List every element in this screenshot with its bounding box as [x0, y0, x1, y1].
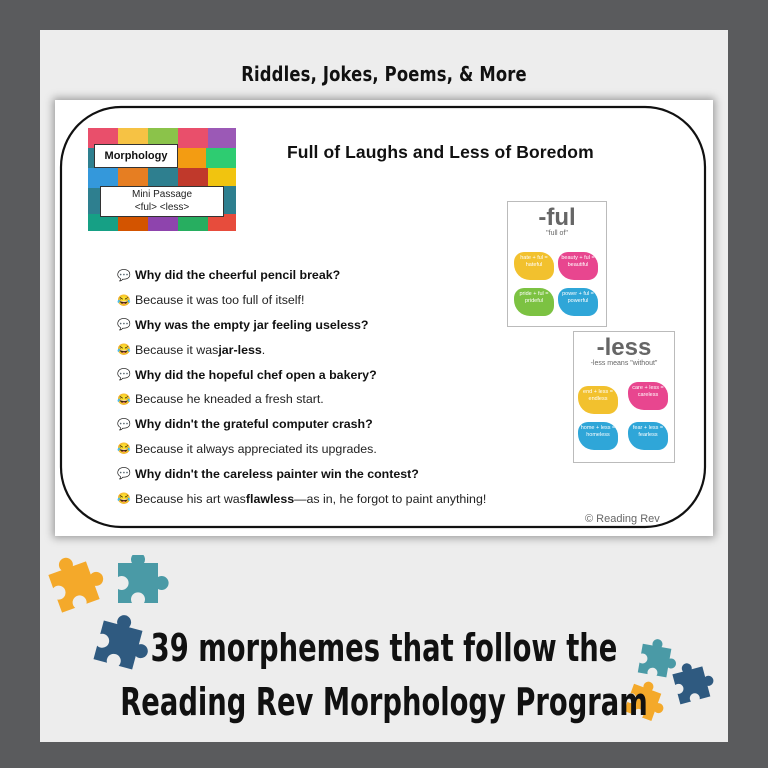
less-poster-subheading: -less means "without": [590, 360, 658, 367]
suffix-example-blob: end + less = endless: [578, 386, 618, 414]
suffix-example-blob: care + less = careless: [628, 382, 668, 410]
ful-poster-subheading: "full of": [546, 230, 568, 237]
thumbnail-caption-line2: <ful> <less>: [134, 202, 190, 213]
suffix-example-blob: pride + ful = prideful: [514, 288, 554, 316]
ful-poster: [507, 201, 607, 327]
joke-emphasis: flawless: [245, 491, 295, 506]
joke-emphasis: jar-less: [218, 342, 262, 357]
joke-text: Why did the cheerful pencil break?: [135, 268, 341, 283]
joke-answer: [117, 337, 557, 362]
footer-line-2: Reading Rev Morphology Program: [120, 680, 648, 724]
joke-text: Why didn't the grateful computer crash?: [135, 417, 373, 432]
speech-bubble-icon: 💬: [117, 269, 131, 282]
joke-text: Why was the empty jar feeling useless?: [135, 317, 369, 332]
joke-list: [117, 263, 557, 511]
joke-text: Because it was too full of itself!: [135, 293, 305, 308]
joke-text: —as in, he forgot to paint anything!: [294, 491, 487, 506]
thumbnail-caption-line1: Mini Passage: [131, 189, 193, 200]
joke-question: [117, 412, 557, 437]
joke-text: Because it was: [135, 342, 219, 357]
footer-line-1: 39 morphemes that follow the: [150, 626, 618, 670]
speech-bubble-icon: 💬: [117, 369, 131, 382]
suffix-example-blob: home + less = homeless: [578, 422, 618, 450]
thumbnail-caption: [100, 186, 224, 217]
suffix-example-blob: hate + ful = hateful: [514, 252, 554, 280]
preview-card: [55, 100, 713, 536]
joke-text: Because his art was: [135, 491, 246, 506]
morphology-thumbnail: [88, 128, 236, 231]
copyright-notice: © Reading Rev: [585, 513, 660, 525]
laughing-emoji-icon: 😂: [117, 493, 131, 506]
joke-question: [117, 362, 557, 387]
joke-answer: [117, 486, 557, 511]
joke-text: Why did the hopeful chef open a bakery?: [135, 367, 377, 382]
joke-answer: [117, 387, 557, 412]
speech-bubble-icon: 💬: [117, 319, 131, 332]
less-poster: [573, 331, 675, 463]
laughing-emoji-icon: 😂: [117, 344, 131, 357]
laughing-emoji-icon: 😂: [117, 443, 131, 456]
joke-text: Because he kneaded a fresh start.: [135, 392, 324, 407]
less-poster-heading: -less: [596, 334, 652, 361]
joke-question: [117, 461, 557, 486]
puzzle-piece-navy-small-icon: [671, 658, 718, 705]
joke-text: .: [261, 342, 266, 357]
joke-question: [117, 313, 557, 338]
puzzle-piece-teal-icon: [118, 555, 169, 603]
speech-bubble-icon: 💬: [117, 468, 131, 481]
thumbnail-label: Morphology: [94, 144, 178, 168]
puzzle-piece-orange-icon: [45, 555, 110, 613]
suffix-example-blob: fear + less = fearless: [628, 422, 668, 450]
laughing-emoji-icon: 😂: [117, 393, 131, 406]
laughing-emoji-icon: 😂: [117, 294, 131, 307]
joke-answer: [117, 288, 557, 313]
speech-bubble-icon: 💬: [117, 418, 131, 431]
suffix-example-blob: power + ful = powerful: [558, 288, 598, 316]
card-title: Full of Laughs and Less of Boredom: [287, 142, 594, 162]
joke-answer: [117, 437, 557, 462]
suffix-example-blob: beauty + ful = beautiful: [558, 252, 598, 280]
joke-text: Because it always appreciated its upgrades.: [135, 441, 377, 456]
joke-text: Why didn't the careless painter win the contest?: [135, 466, 419, 481]
joke-question: [117, 263, 557, 288]
page-title: Riddles, Jokes, Poems, & More: [241, 62, 527, 86]
ful-poster-heading: -ful: [538, 204, 576, 231]
